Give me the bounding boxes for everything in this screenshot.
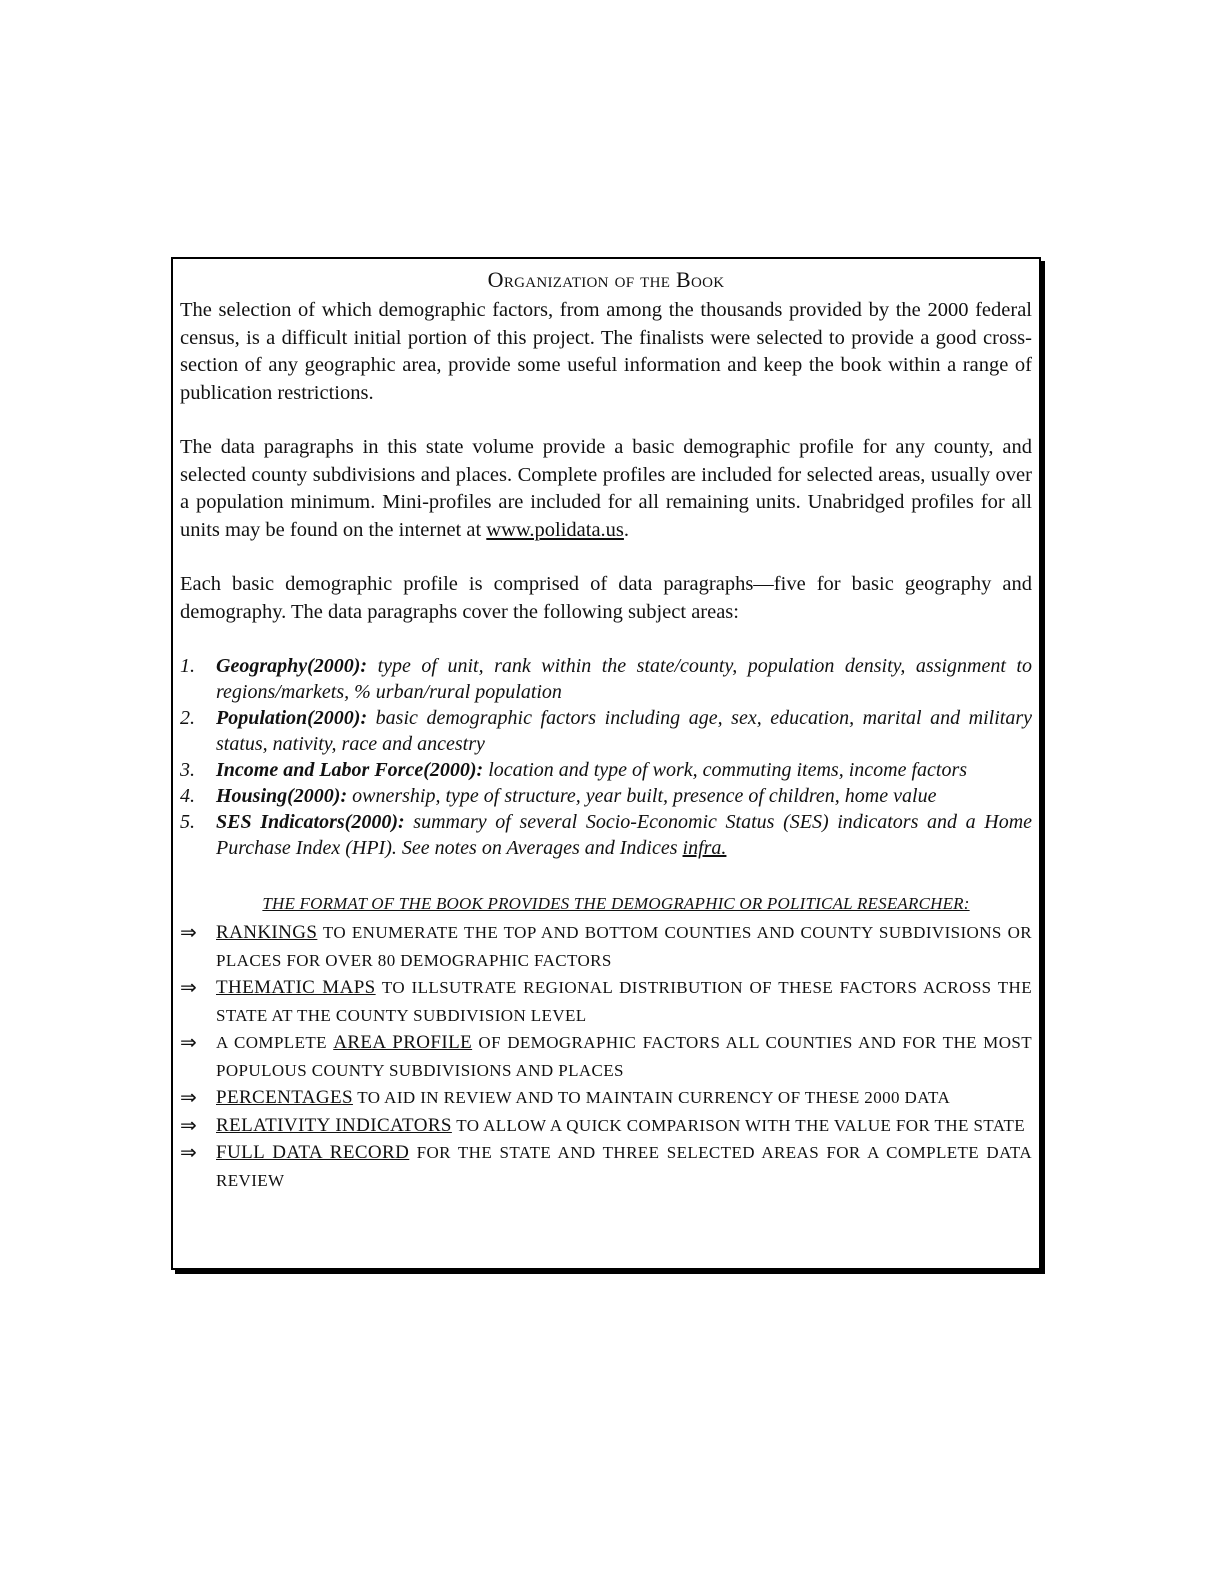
subject-text: type of unit, rank within the state/county, population density, assignment to regions/markets, % urban/rural population	[216, 655, 1032, 703]
subject-heading: Geography(2000):	[216, 655, 368, 677]
feature-item	[180, 1139, 1032, 1194]
subject-number: 3.	[180, 759, 195, 781]
feature-text: OF DEMOGRAPHIC FACTORS ALL COUNTIES AND FOR THE MOST POPULOUS COUNTY SUBDIVISIONS AND PLACES	[216, 1033, 1033, 1080]
feature-text: TO ILLSUTRATE REGIONAL DISTRIBUTION OF THESE FACTORS ACROSS THE STATE AT THE COUNTY SUBDIVISION LEVEL	[216, 978, 1032, 1025]
subject-number: 4.	[180, 785, 195, 807]
feature-item	[180, 919, 1032, 974]
feature-item	[180, 974, 1032, 1029]
subject-item	[180, 809, 1032, 861]
feature-lead: RANKINGS	[216, 922, 318, 943]
subject-heading: Housing(2000):	[216, 785, 348, 807]
feature-list	[180, 919, 1032, 1194]
organization-box	[171, 257, 1041, 1270]
paragraph-text: The data paragraphs in this state volume provide a basic demographic profile for any county, and selected county subdivisions and places. Complete profiles are included for selected areas, usually over a population minimum. Mini-profiles are included for all remaining units. Unabridged profiles for all units may be found on the internet at	[180, 436, 1032, 541]
subject-number: 2.	[180, 707, 195, 729]
feature-item	[180, 1084, 1032, 1112]
subject-item	[180, 783, 1032, 809]
feature-text: TO AID IN REVIEW AND TO MAINTAIN CURRENCY OF THESE 2000 DATA	[352, 1088, 951, 1107]
double-arrow-icon: ⇒	[180, 1112, 198, 1137]
data-paragraphs-paragraph	[180, 434, 1032, 544]
feature-item	[180, 1112, 1032, 1140]
feature-prefix: A COMPLETE	[216, 1033, 334, 1052]
intro-paragraph: The selection of which demographic factors, from among the thousands provided by the 2000 federal census, is a difficult initial portion of this project. The finalists were selected to provide a good cross-section of any geographic area, provide some useful information and keep the book within a range of publication restrictions.	[180, 299, 1032, 404]
feature-item	[180, 1029, 1032, 1084]
subject-heading: Income and Labor Force(2000):	[216, 759, 484, 781]
feature-lead: AREA PROFILE	[333, 1032, 473, 1053]
feature-lead: FULL DATA RECORD	[216, 1142, 410, 1163]
subject-list	[180, 653, 1032, 861]
page-title: Organization of the Book	[487, 267, 725, 292]
subject-text: ownership, type of structure, year built, presence of children, home value	[347, 785, 937, 807]
feature-text: TO ENUMERATE THE TOP AND BOTTOM COUNTIES AND COUNTY SUBDIVISIONS OR PLACES FOR OVER 80 DEMOGRAPHIC FACTORS	[216, 923, 1032, 970]
feature-lead: THEMATIC MAPS	[216, 977, 376, 998]
feature-lead: PERCENTAGES	[216, 1087, 353, 1108]
subject-item	[180, 757, 1032, 783]
double-arrow-icon: ⇒	[180, 920, 198, 944]
polidata-link[interactable]: www.polidata.us	[486, 518, 624, 541]
subject-number: 5.	[180, 811, 195, 833]
subject-text: summary of several Socio-Economic Status (SES) indicators and a Home Purchase Index (HPI). See notes on Averages and Indices	[216, 811, 1033, 859]
subject-text: basic demographic factors including age, sex, education, marital and military status, nativity, race and ancestry	[216, 707, 1032, 755]
paragraph-end: .	[623, 518, 630, 541]
subject-item	[180, 653, 1032, 705]
subject-tail: infra.	[682, 837, 727, 859]
subject-item	[180, 705, 1032, 757]
subject-heading: Population(2000):	[216, 707, 368, 729]
profile-paragraph: Each basic demographic profile is comprised of data paragraphs—five for basic geography and demography. The data paragraphs cover the following subject areas:	[180, 573, 1032, 623]
subject-heading: SES Indicators(2000):	[216, 811, 405, 833]
feature-text: TO ALLOW A QUICK COMPARISON WITH THE VALUE FOR THE STATE	[451, 1115, 1026, 1135]
double-arrow-icon: ⇒	[180, 1085, 198, 1109]
subject-text: location and type of work, commuting items, income factors	[483, 759, 968, 781]
subject-number: 1.	[180, 655, 195, 677]
double-arrow-icon: ⇒	[180, 1030, 198, 1054]
double-arrow-icon: ⇒	[180, 1140, 198, 1164]
format-heading: THE FORMAT OF THE BOOK PROVIDES THE DEMOGRAPHIC OR POLITICAL RESEARCHER:	[262, 894, 970, 913]
feature-lead: RELATIVITY INDICATORS	[216, 1114, 452, 1136]
feature-text: FOR THE STATE AND THREE SELECTED AREAS FOR A COMPLETE DATA REVIEW	[216, 1143, 1032, 1190]
double-arrow-icon: ⇒	[180, 975, 198, 999]
